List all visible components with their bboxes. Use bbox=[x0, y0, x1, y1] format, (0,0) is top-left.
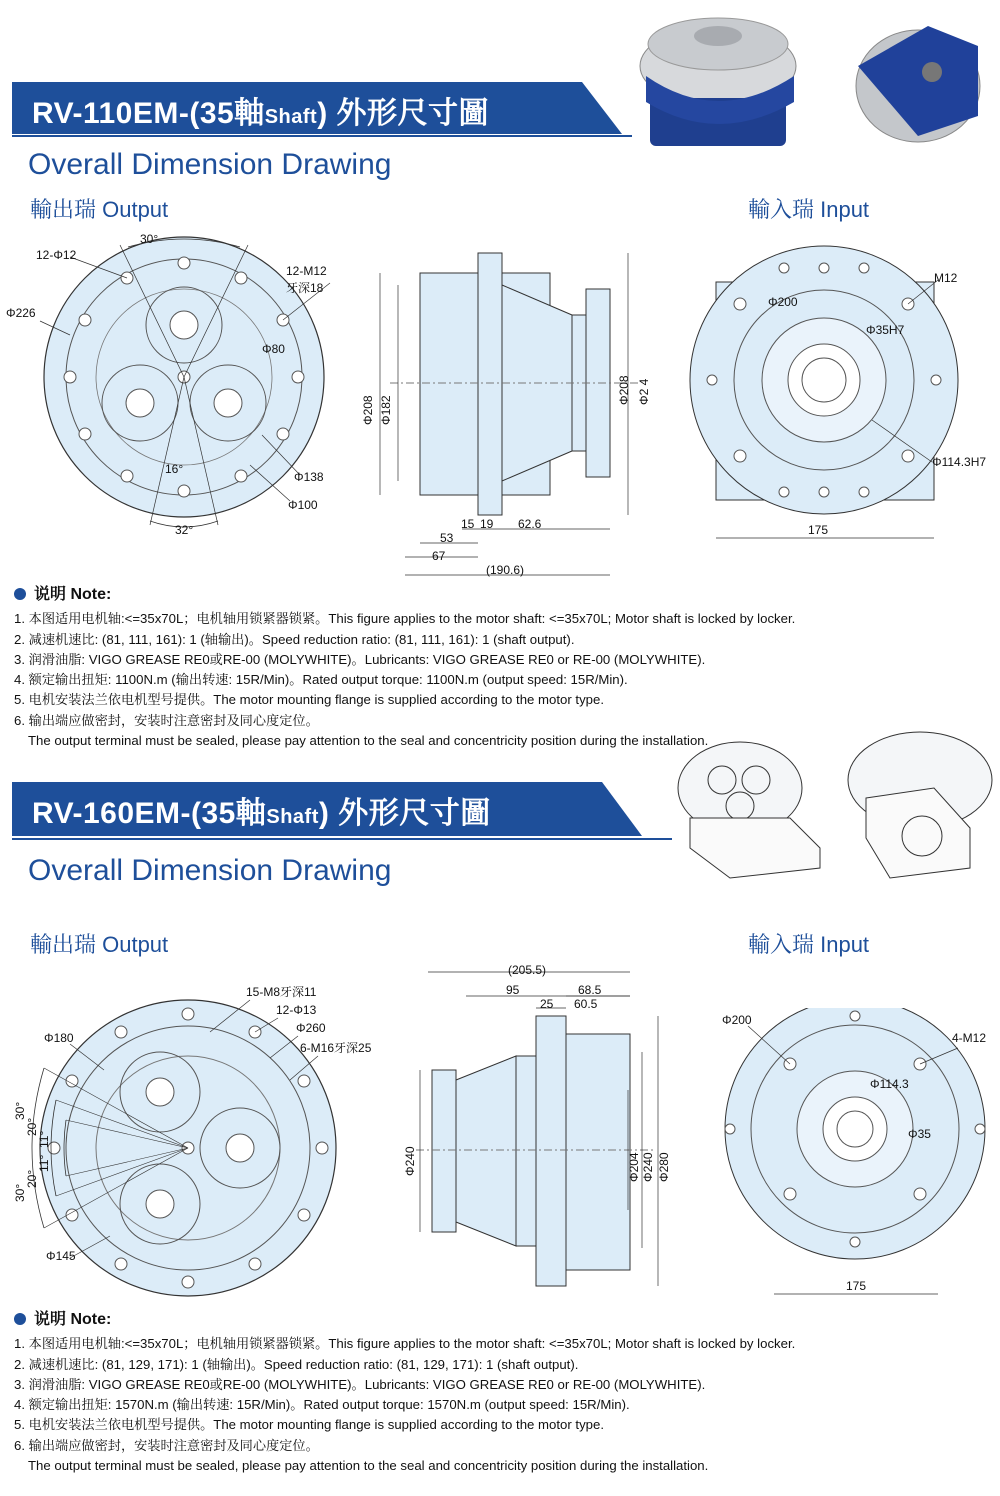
note-line: 6. 输出端应做密封，安装时注意密封及同心度定位。 bbox=[14, 712, 319, 728]
dim-label: Φ145 bbox=[46, 1249, 76, 1263]
output-face-drawing bbox=[0, 980, 390, 1300]
bullet-icon bbox=[14, 1313, 26, 1325]
dim-label: 11° bbox=[37, 1154, 51, 1172]
dim-label: 30° bbox=[13, 1183, 27, 1202]
output-label: 輸出瑞 Output bbox=[30, 932, 169, 957]
dim-label: Φ182 bbox=[379, 395, 393, 425]
note-line: 5. 电机安装法兰依电机型号提供。The motor mounting flange is supplied according to the motor type. bbox=[14, 692, 604, 708]
note-line: 5. 电机安装法兰依电机型号提供。The motor mounting flange is supplied according to the motor type. bbox=[14, 1417, 604, 1433]
note-line: 2. 减速机速比: (81, 111, 161): 1 (轴输出)。Speed reduction ratio: (81, 111, 161): 1 (shaft output). bbox=[14, 631, 575, 647]
subtitle: Overall Dimension Drawing bbox=[28, 854, 392, 887]
subtitle: Overall Dimension Drawing bbox=[28, 148, 392, 181]
dim-label: Φ226 bbox=[6, 306, 36, 320]
dim-label: Φ204 bbox=[627, 1152, 641, 1182]
dim-label: 175 bbox=[808, 523, 829, 537]
dim-label: 20° bbox=[25, 1169, 39, 1188]
dim-label: 32° bbox=[175, 523, 194, 537]
note-line: 2. 减速机速比: (81, 129, 171): 1 (轴输出)。Speed reduction ratio: (81, 129, 171): 1 (shaft output). bbox=[14, 1356, 579, 1372]
dim-label: Φ240 bbox=[641, 1152, 655, 1182]
section-title: RV-110EM-(35軸Shaft) 外形尺寸圖 bbox=[32, 97, 490, 130]
dim-label: 12-M12 bbox=[286, 264, 327, 278]
dim-label: 11° bbox=[37, 1130, 51, 1148]
dim-label: 25 bbox=[540, 997, 554, 1011]
notes-block bbox=[14, 585, 795, 751]
note-line: The output terminal must be sealed, please pay attention to the seal and concentricity position during the installation. bbox=[28, 1458, 709, 1474]
dim-label: Φ208 bbox=[617, 375, 631, 405]
side-view-drawing bbox=[396, 960, 696, 1300]
dim-label: Φ138 bbox=[294, 470, 324, 484]
dim-label: 30° bbox=[140, 232, 159, 246]
dim-label: Φ200 bbox=[722, 1013, 752, 1027]
note-title: 说明 Note: bbox=[14, 1310, 795, 1330]
dim-label: Φ100 bbox=[288, 498, 318, 512]
dim-label: 4-M12 bbox=[952, 1031, 987, 1045]
dim-label: 30° bbox=[13, 1101, 27, 1120]
side-view-drawing bbox=[350, 245, 665, 585]
dim-label: M12 bbox=[934, 271, 958, 285]
output-face-drawing bbox=[0, 225, 340, 545]
input-face-drawing bbox=[676, 240, 996, 542]
note-line: 3. 润滑油脂: VIGO GREASE RE0或RE-00 (MOLYWHITE)。Lubricants: VIGO GREASE RE0 or RE-00 (MOLYWHITE). bbox=[14, 1376, 706, 1392]
output-label: 輸出瑞 Output bbox=[30, 197, 169, 222]
dim-label: 19 bbox=[480, 517, 494, 531]
dim-label: Φ280 bbox=[657, 1152, 671, 1182]
dim-label: 68.5 bbox=[578, 983, 602, 997]
dim-label: Φ35H7 bbox=[866, 323, 905, 337]
note-line: 3. 润滑油脂: VIGO GREASE RE0或RE-00 (MOLYWHITE)。Lubricants: VIGO GREASE RE0 or RE-00 (MOLYWHITE). bbox=[14, 651, 706, 667]
product-sketch bbox=[670, 728, 996, 888]
notes-block bbox=[14, 1310, 795, 1476]
dim-label: 62.6 bbox=[518, 517, 542, 531]
note-line: 6. 输出端应做密封，安装时注意密封及同心度定位。 bbox=[14, 1437, 319, 1453]
dim-label: Φ200 bbox=[768, 295, 798, 309]
dim-label: 20° bbox=[25, 1117, 39, 1136]
dim-label: 53 bbox=[440, 531, 454, 545]
note-line: 1. 本图适用电机轴:<=35x70L；电机轴用锁紧器锁紧。This figure applies to the motor shaft: <=35x70L; Motor shaft is locked by locker. bbox=[14, 1336, 796, 1352]
dim-label: Φ114.3 bbox=[870, 1077, 909, 1091]
dim-label: (205.5) bbox=[508, 963, 547, 977]
note-line: 1. 本图适用电机轴:<=35x70L；电机轴用锁紧器锁紧。This figure applies to the motor shaft: <=35x70L; Motor shaft is locked by locker. bbox=[14, 611, 796, 627]
dim-label: Φ208 bbox=[361, 395, 375, 425]
dim-label: Φ35 bbox=[908, 1127, 931, 1141]
dim-label: 16° bbox=[165, 462, 184, 476]
product-photo bbox=[628, 6, 988, 156]
dim-label: 175 bbox=[846, 1279, 867, 1293]
dim-label: 6-M16牙深25 bbox=[300, 1041, 372, 1055]
dim-label: 95 bbox=[506, 983, 520, 997]
note-title: 说明 Note: bbox=[14, 585, 795, 605]
title-banner bbox=[12, 82, 612, 134]
input-face-drawing bbox=[708, 1008, 998, 1308]
dim-label: 67 bbox=[432, 549, 446, 563]
dim-label: Φ240 bbox=[403, 1146, 417, 1176]
dim-label: (190.6) bbox=[486, 563, 525, 577]
bullet-icon bbox=[14, 588, 26, 600]
dim-label: 12-Φ13 bbox=[276, 1003, 317, 1017]
input-label: 輸入瑞 Input bbox=[748, 197, 870, 222]
dim-label: Φ260 bbox=[296, 1021, 326, 1035]
dim-label: 15 bbox=[461, 517, 475, 531]
dim-label: 12-Φ12 bbox=[36, 248, 77, 262]
dim-label: Φ80 bbox=[262, 342, 285, 356]
dim-label: 牙深18 bbox=[286, 281, 324, 295]
input-label: 輸入瑞 Input bbox=[748, 932, 870, 957]
note-line: 4. 额定输出扭矩: 1570N.m (输出转速: 15R/Min)。Rated output torque: 1570N.m (output speed: 15R/Min). bbox=[14, 1397, 630, 1413]
dim-label: 60.5 bbox=[574, 997, 598, 1011]
dim-label: Φ2 4 bbox=[637, 378, 651, 405]
title-banner bbox=[12, 782, 612, 834]
note-line: The output terminal must be sealed, please pay attention to the seal and concentricity position during the installation. bbox=[28, 733, 709, 749]
note-line: 4. 额定输出扭矩: 1100N.m (输出转速: 15R/Min)。Rated output torque: 1100N.m (output speed: 15R/Min). bbox=[14, 672, 628, 688]
section-rv-160em bbox=[0, 760, 1000, 1496]
dim-label: Φ180 bbox=[44, 1031, 74, 1045]
section-title: RV-160EM-(35軸Shaft) 外形尺寸圖 bbox=[32, 797, 491, 830]
dim-label: 15-M8牙深11 bbox=[246, 985, 317, 999]
dim-label: Φ114.3H7 bbox=[932, 455, 987, 469]
